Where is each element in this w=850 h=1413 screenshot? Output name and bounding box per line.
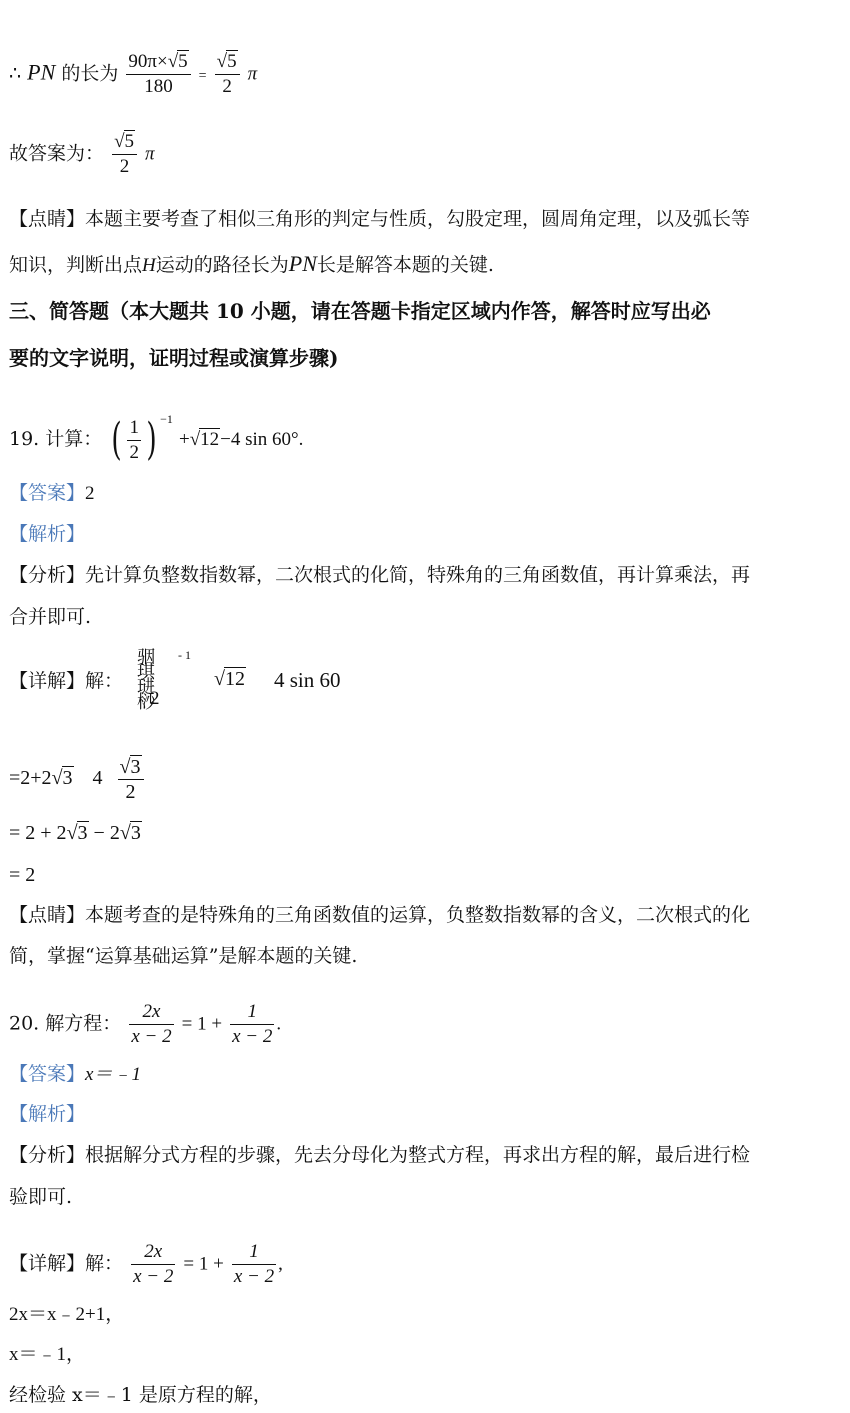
q20-xj-eq: = 1 +: [183, 1253, 224, 1275]
arc-text: 的长为: [61, 62, 119, 85]
q19-step3: = 2: [9, 864, 36, 886]
comment1-arc: PN: [288, 251, 317, 276]
answer-label: 故答案为：: [9, 142, 105, 165]
comment1-text-a: 知识，判断出点: [9, 254, 143, 276]
q19-label: 19. 计算：: [9, 428, 103, 450]
q19-step1-b: 4: [92, 767, 103, 790]
q20-answer: [9, 1061, 141, 1088]
q20-answer-tag: 【答案】: [9, 1063, 86, 1085]
q19-num: 1: [127, 416, 141, 441]
q19-den: 2: [129, 441, 139, 463]
comment1-text-b: 运动的路径长为: [155, 254, 289, 276]
q19-step1-sqrt: 3: [62, 767, 73, 790]
answer-fraction: $\frac{√5}{2}$: [112, 130, 137, 179]
q19-garbled-sqrt: √12: [214, 668, 245, 690]
q20-fenxi-line1: 【分析】根据解分式方程的步骤，先去分母化为整式方程，再求出方程的解，最后进行检: [9, 1144, 751, 1166]
q20-answer-value: x＝﹣1: [85, 1064, 141, 1085]
q20-frac1-num: 2x: [129, 1000, 173, 1025]
q20-step2: x＝﹣1，: [9, 1344, 86, 1365]
arc-result-fraction: $\frac{√5}{2}$: [215, 50, 240, 99]
arc-length-line: [9, 50, 257, 99]
q19-answer-value: 2: [85, 483, 95, 504]
arc-name: PN: [27, 59, 56, 85]
arc-result-sqrt: 5: [227, 51, 237, 72]
q20-step1: 2x＝x﹣2+1，: [9, 1304, 125, 1325]
q20-frac1: [129, 1000, 173, 1049]
q19-xiangjie-line: [9, 668, 123, 694]
answer-pi: π: [145, 143, 155, 165]
q20-frac1-den: x − 2: [131, 1026, 172, 1047]
comment1-line1: 【点睛】本题主要考查了相似三角形的判定与性质，勾股定理，圆周角定理，以及弧长等: [9, 208, 751, 230]
arc-sqrt: 5: [178, 51, 188, 72]
q20-line: [9, 1000, 281, 1049]
arc-den: 180: [144, 76, 173, 97]
q20-xj-frac1-den: x − 2: [133, 1266, 174, 1287]
q19-sqrt: 12: [200, 429, 220, 450]
q19-analysis-tag: 【解析】: [9, 523, 86, 545]
q19-step1-frac-den: 2: [125, 781, 136, 803]
q19-step2-sqrt1: 3: [77, 822, 88, 844]
q19-lparen: (: [111, 414, 123, 465]
q20-end: .: [276, 1013, 282, 1035]
arc-result-den: 2: [222, 76, 232, 97]
comment1-text-c: 长是解答本题的关键.: [316, 254, 494, 276]
comment1-line2: [9, 251, 494, 279]
arc-pi: π: [247, 63, 258, 85]
q20-frac2-den: x − 2: [232, 1026, 273, 1047]
arc-fraction: $\frac{90\pi\times√5}{180}$: [126, 50, 190, 99]
q20-xiangjie-label: 【详解】解：: [9, 1252, 124, 1275]
q20-label: 20. 解方程：: [9, 1012, 122, 1035]
arc-num: 90π×: [128, 51, 168, 72]
answer-den: 2: [119, 156, 130, 177]
q20-eq: = 1 +: [181, 1013, 223, 1035]
q19-answer-tag: 【答案】: [9, 482, 86, 504]
q19-exp: −1: [160, 412, 173, 426]
q20-frac2-num: 1: [230, 1000, 274, 1025]
q19-step1: =2+2√3 4 $\frac{√3}{2}$: [9, 755, 146, 804]
q19-xiangjie-label: 【详解】解：: [9, 670, 124, 692]
q19-fenxi-line1: 【分析】先计算负整数指数幂，二次根式的化简，特殊角的三角函数值，再计算乘法，再: [9, 564, 751, 586]
answer-line: [9, 130, 155, 179]
q19-step2-b: − 2: [93, 822, 120, 844]
q19-step1-frac-sqrt: 3: [130, 756, 141, 778]
q19-garbled-2: 2: [150, 688, 160, 709]
q20-xj-frac1-num: 2x: [131, 1240, 175, 1265]
q19-step2: = 2 + 2√3 − 2√3: [9, 822, 141, 844]
q20-xj-end: ,: [278, 1253, 283, 1275]
section-heading-line1: 三、简答题（本大题共 10 小题，请在答题卡指定区域内作答，解答时应写出必: [9, 299, 711, 323]
q19-garbled-glyphs: 骃 琪 琎 桫: [137, 647, 153, 713]
q19-fenxi-line2: 合并即可.: [9, 606, 92, 628]
q19-step2-sqrt2: 3: [130, 822, 141, 844]
q20-frac2: [230, 1000, 274, 1049]
arc-eq: =: [198, 68, 207, 84]
comment1-var: H: [142, 255, 156, 276]
q19-step2-a: = 2 + 2: [9, 822, 67, 844]
q20-xj-frac2-num: 1: [232, 1240, 276, 1265]
q19-rparen: ): [146, 414, 157, 465]
q19-plus: +: [178, 429, 190, 450]
q19-line: 19. 计算： ( $\frac{1}{2}$ ) $^{-1}$ +√12−4 sin 60°.: [9, 412, 304, 465]
q20-analysis-tag: 【解析】: [9, 1103, 86, 1125]
q19-garbled-rest: 4 sin 60: [274, 668, 341, 692]
q19-step1-frac: $\frac{√3}{2}$: [118, 755, 144, 804]
q20-xiangjie-line: [9, 1240, 283, 1289]
q19-fraction: [127, 416, 141, 465]
q20-xj-frac2-den: x − 2: [233, 1266, 275, 1287]
q19-dianjing-line2: 简，掌握“运算基础运算”是解本题的关键.: [9, 945, 358, 967]
q19-garbled-sqrt-val: 12: [224, 668, 245, 690]
section-heading-line2: 要的文字说明，证明过程或演算步骤): [9, 346, 339, 370]
q19-garbled-exp: - 1: [178, 648, 191, 662]
q20-fenxi-line2: 验即可.: [9, 1186, 73, 1208]
answer-sqrt: 5: [124, 131, 134, 152]
q20-xj-frac2: [232, 1240, 276, 1289]
q19-step1-a: =2+2: [9, 767, 52, 790]
q19-dianjing-line1: 【点睛】本题考查的是特殊角的三角函数值的运算，负整数指数幂的含义，二次根式的化: [9, 904, 751, 926]
q20-xj-frac1: [131, 1240, 175, 1289]
therefore-symbol: ∴: [9, 62, 22, 85]
q19-answer: [9, 480, 95, 507]
q20-step3: 经检验 x＝﹣1 是原方程的解，: [9, 1384, 272, 1406]
q19-rest: −4 sin 60°.: [220, 429, 304, 450]
